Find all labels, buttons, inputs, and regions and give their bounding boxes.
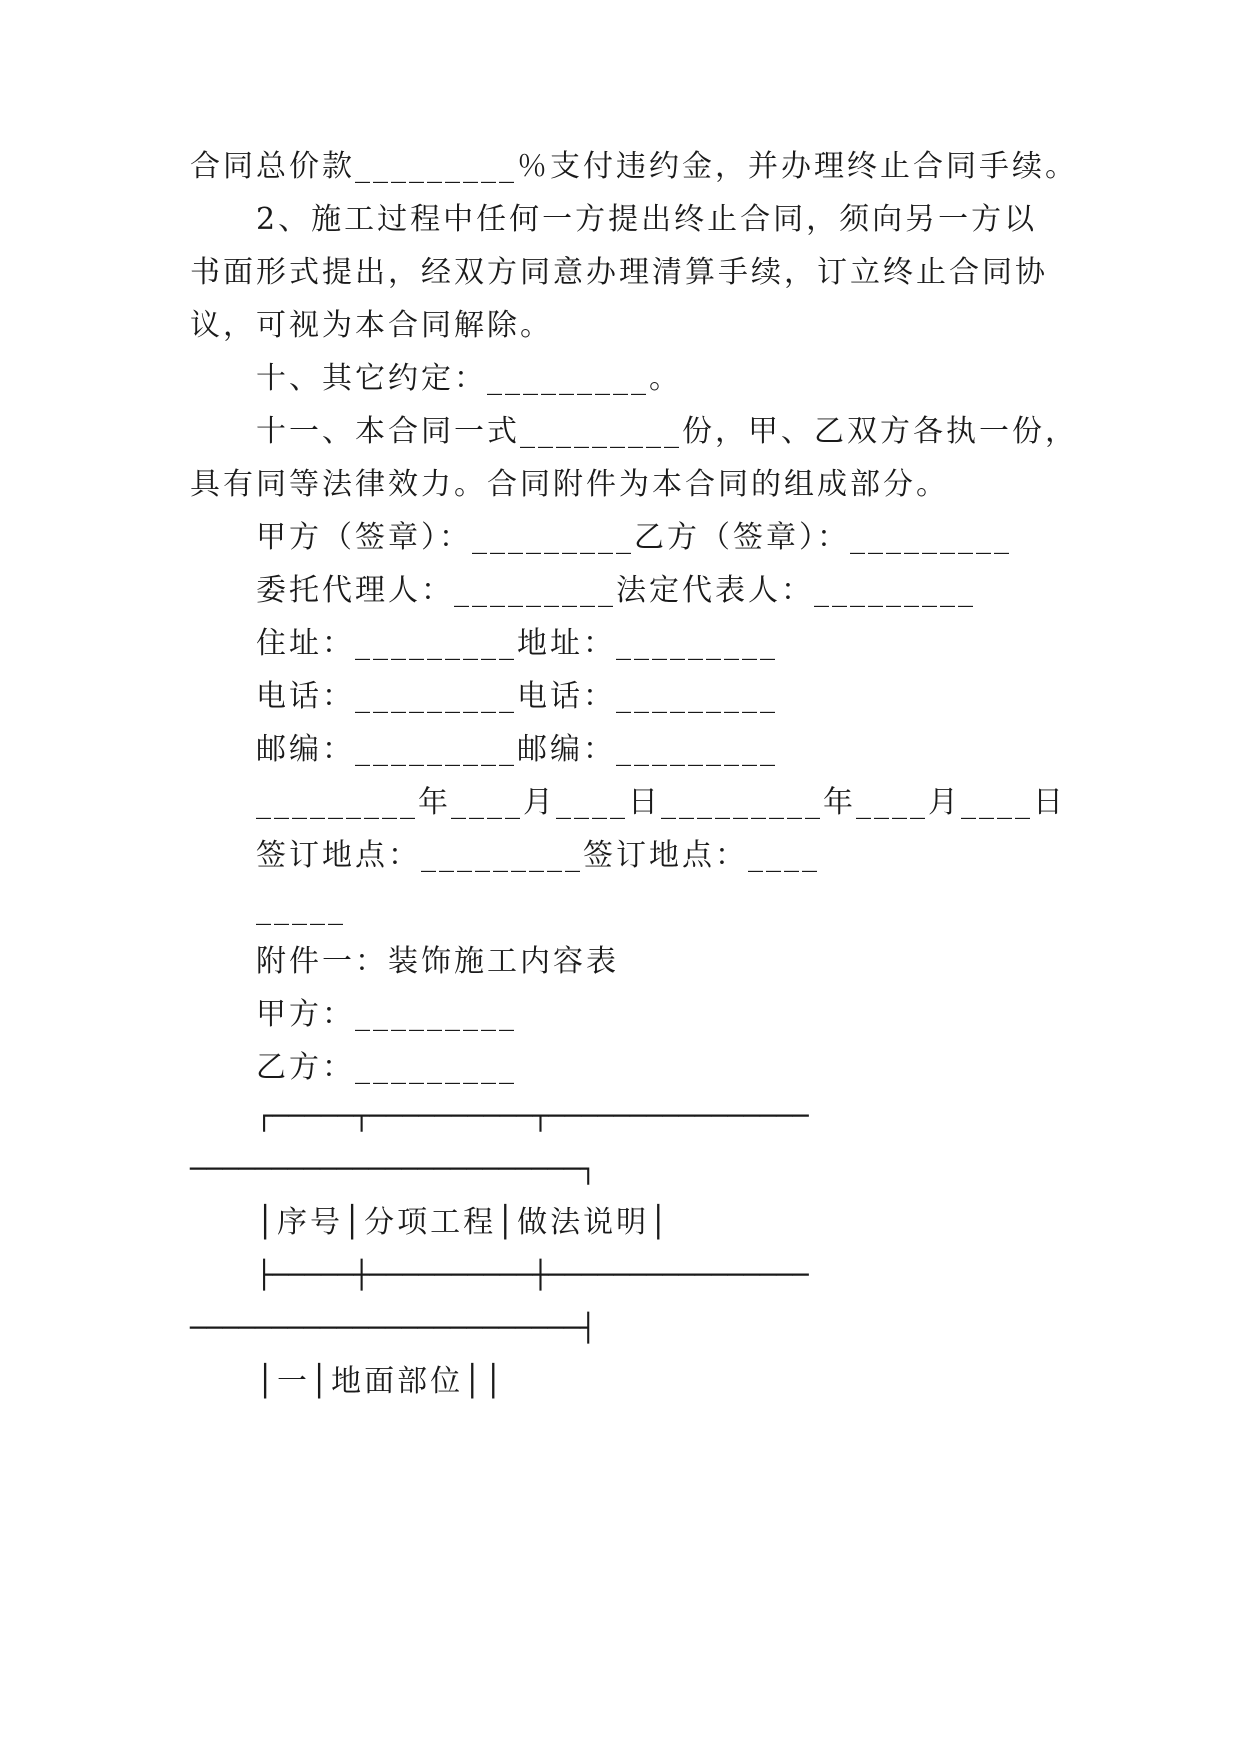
table-border-top: ┌─────┬──────────┬──────────────── [256,1101,809,1132]
text-line-other-terms: 十、其它约定：_________。 [256,361,682,396]
text-line-dates: _________年____月____日_________年____月____日 [256,785,1066,820]
text-line-party-signatures: 甲方（签章）：_________乙方（签章）：_________ [256,520,1012,555]
text-line-signing-place: 签订地点：_________签订地点：____ [256,838,820,873]
text-line-clause-2-end: 议，可视为本合同解除。 [190,308,553,343]
text-line-contract-price: 合同总价款_________％支付违约金，并办理终止合同手续。 [190,149,1078,184]
text-line-phone: 电话：_________电话：_________ [256,679,778,714]
text-line-clause-2: 2、施工过程中任何一方提出终止合同，须向另一方以 [256,202,1038,237]
text-line-copies: 十一、本合同一式_________份，甲、乙双方各执一份， [256,414,1078,449]
table-border-top-cont: ────────────────────────┐ [190,1154,597,1185]
table-row-floor: │一│地面部位││ [256,1364,506,1399]
text-line-representatives: 委托代理人：_________法定代表人：_________ [256,573,976,608]
text-line-address: 住址：_________地址：_________ [256,626,778,661]
table-border-middle-cont: ────────────────────────┤ [190,1313,597,1344]
text-line-attachment-title: 附件一：装饰施工内容表 [256,944,619,979]
table-header-row: │序号│分项工程│做法说明│ [256,1205,671,1240]
text-line-party-b: 乙方：_________ [256,1050,517,1085]
text-line-postcode: 邮编：_________邮编：_________ [256,732,778,767]
text-line-legal-effect: 具有同等法律效力。合同附件为本合同的组成部分。 [190,467,949,502]
text-line-clause-2-cont: 书面形式提出，经双方同意办理清算手续，订立终止合同协 [190,255,1048,290]
table-border-middle: ├─────┼──────────┼──────────────── [256,1260,809,1291]
text-line-party-a: 甲方：_________ [256,997,517,1032]
text-line-signing-place-cont: _____ [256,891,346,926]
